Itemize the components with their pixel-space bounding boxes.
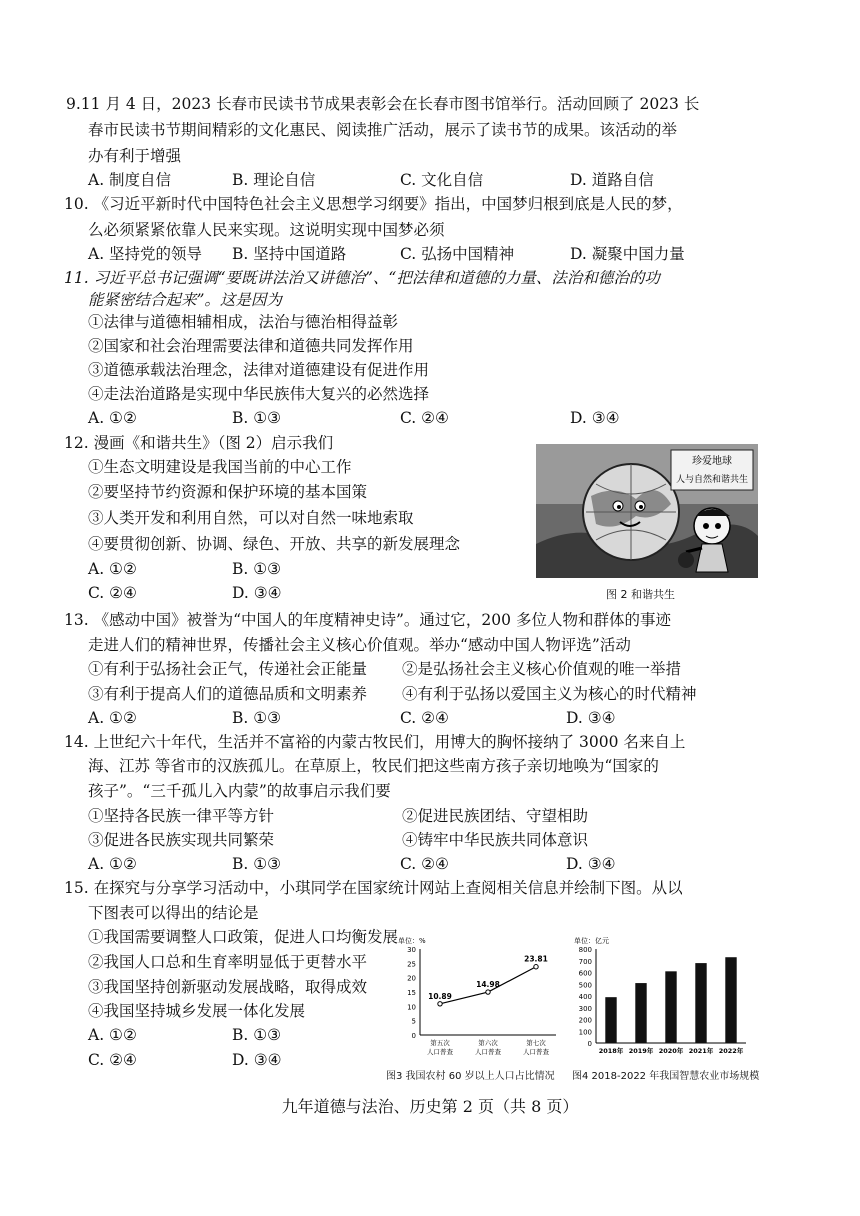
- q15-item-4: ④我国坚持城乡发展一体化发展: [88, 1002, 306, 1020]
- q10-line-1: 10. 《习近平新时代中国特色社会主义思想学习纲要》指出，中国梦归根到底是人民的梦，: [64, 195, 683, 213]
- chart4-ytick-label: 200: [578, 1016, 592, 1025]
- q11-line-2: 能紧密结合起来”。这是因为: [88, 291, 282, 309]
- cartoon-harmony: [536, 444, 758, 578]
- q13-line-2: 走进人们的精神世界，传播社会主义核心价值观。举办“感动中国人物评选”活动: [88, 636, 631, 654]
- chart3-category-label-line-1: 第五次: [430, 1039, 450, 1047]
- chart4-ytick-label: 600: [578, 969, 592, 978]
- q11-option-d: D. ③④: [570, 409, 620, 427]
- chart3-data-label: 23.81: [524, 954, 548, 964]
- chart3-point: [486, 990, 490, 994]
- chart3-category-label-line-2: 人口普查: [475, 1048, 501, 1056]
- q13-item-1: ①有利于弘扬社会正气，传递社会正能量: [88, 660, 368, 678]
- chart4-ytick-label: 300: [578, 1004, 592, 1013]
- chart3-ytick-label: 25: [407, 960, 416, 969]
- chart-smart-agri: [566, 935, 750, 1063]
- q14-item-3: ③促进各民族实现共同繁荣: [88, 831, 275, 849]
- figure-3-caption: 图3 我国农村 60 岁以上人口占比情况: [386, 1071, 555, 1082]
- chart3-ytick-label: 15: [407, 989, 416, 997]
- q11-item-4: ④走法治道路是实现中华民族伟大复兴的必然选择: [88, 385, 430, 403]
- chart4-bar: [635, 983, 646, 1043]
- q13-option-d: D. ③④: [566, 709, 616, 727]
- q10-option-d: D. 凝聚中国力量: [570, 245, 685, 263]
- q10-option-a: A. 坚持党的领导: [88, 245, 203, 263]
- chart4-ytick-label: 500: [578, 981, 592, 990]
- q9-line-2: 春市民读书节期间精彩的文化惠民、阅读推广活动，展示了读书节的成果。该活动的举: [88, 121, 678, 139]
- q11-item-2: ②国家和社会治理需要法律和道德共同发挥作用: [88, 337, 414, 355]
- q15-line-1: 15. 在探究与分享学习活动中，小琪同学在国家统计网站上查阅相关信息并绘制下图。从以: [64, 879, 683, 897]
- chart3-point: [438, 1002, 442, 1006]
- figure-4-caption: 图4 2018-2022 年我国智慧农业市场规模: [572, 1071, 760, 1082]
- chart3-ytick-label: 10: [407, 1003, 416, 1012]
- q14-line-1: 14. 上世纪六十年代，生活并不富裕的内蒙古牧民们，用博大的胸怀接纳了 3000 名来自上: [64, 733, 686, 751]
- q14-line-3: 孩子”。“三千孤儿入内蒙”的故事启示我们要: [88, 782, 391, 800]
- chart3-data-label: 10.89: [428, 991, 452, 1001]
- chart3-ytick-label: 20: [407, 974, 416, 983]
- chart3-category-label-line-2: 人口普查: [523, 1048, 549, 1056]
- chart4-bar: [665, 971, 676, 1043]
- q13-option-b: B. ①③: [232, 709, 282, 727]
- chart4-category-label: 2019年: [628, 1047, 654, 1055]
- q12-option-a: A. ①②: [88, 560, 137, 578]
- chart4-bar: [725, 957, 736, 1043]
- q12-item-1: ①生态文明建设是我国当前的中心工作: [88, 458, 352, 476]
- q12-item-3: ③人类开发和利用自然，可以对自然一味地索取: [88, 509, 414, 527]
- q11-line-1: 11. 习近平总书记强调“要既讲法治又讲德治”、“把法律和道德的力量、法治和德治的功: [64, 269, 660, 287]
- chart4-category-label: 2021年: [688, 1047, 714, 1055]
- chart4-bar: [695, 963, 706, 1043]
- chart4-category-label: 2022年: [718, 1047, 744, 1055]
- q15-option-d: D. ③④: [232, 1051, 282, 1069]
- q9-option-c: C. 文化自信: [400, 171, 484, 189]
- q15-item-3: ③我国坚持创新驱动发展战略，取得成效: [88, 978, 368, 996]
- chart-rural-elderly-svg: [394, 935, 564, 1063]
- q12-item-4: ④要贯彻创新、协调、绿色、开放、共享的新发展理念: [88, 535, 461, 553]
- q15-item-1: ①我国需要调整人口政策，促进人口均衡发展: [88, 928, 399, 946]
- q12-option-c: C. ②④: [88, 584, 137, 602]
- chart4-category-label: 2020年: [658, 1047, 684, 1055]
- q11-item-1: ①法律与道德相辅相成，法治与德治相得益彰: [88, 313, 399, 331]
- q14-item-2: ②促进民族团结、守望相助: [402, 807, 589, 825]
- chart4-ytick-label: 0: [587, 1040, 592, 1048]
- q13-line-1: 13. 《感动中国》被誉为“中国人的年度精神史诗”。通过它，200 多位人物和群体的事迹: [64, 611, 671, 629]
- q14-option-b: B. ①③: [232, 855, 282, 873]
- q15-option-c: C. ②④: [88, 1051, 137, 1069]
- q13-option-a: A. ①②: [88, 709, 137, 727]
- q15-option-b: B. ①③: [232, 1026, 282, 1044]
- q12-item-2: ②要坚持节约资源和保护环境的基本国策: [88, 483, 368, 501]
- q11-option-b: B. ①③: [232, 409, 282, 427]
- q10-line-2: 么必须紧紧依靠人民来实现。这说明实现中国梦必须: [88, 221, 445, 239]
- chart3-data-label: 14.98: [476, 980, 500, 990]
- chart3-category-label-line-1: 第六次: [478, 1039, 498, 1047]
- q11-item-3: ③道德承载法治理念，法律对道德建设有促进作用: [88, 361, 430, 379]
- q14-line-2: 海、江苏 等省市的汉族孤儿。在草原上，牧民们把这些南方孩子亲切地唤为“国家的: [88, 757, 659, 775]
- cartoon-banner-line-1: 珍爱地球: [692, 456, 732, 467]
- cartoon-banner-line-2: 人与自然和谐共生: [675, 475, 749, 485]
- q14-item-1: ①坚持各民族一律平等方针: [88, 807, 275, 825]
- chart4-ylabel: 单位：亿元: [574, 937, 609, 945]
- q14-option-c: C. ②④: [400, 855, 449, 873]
- chart4-ytick-label: 100: [578, 1028, 592, 1037]
- q12-line-1: 12. 漫画《和谐共生》（图 2）启示我们: [64, 434, 334, 452]
- chart3-ytick-label: 5: [411, 1017, 416, 1026]
- q13-item-4: ④有利于弘扬以爱国主义为核心的时代精神: [402, 685, 697, 703]
- page-footer: 九年道德与法治、历史第 2 页（共 8 页）: [281, 1097, 579, 1116]
- q15-option-a: A. ①②: [88, 1026, 137, 1044]
- q12-option-d: D. ③④: [232, 584, 282, 602]
- q9-option-d: D. 道路自信: [570, 171, 654, 189]
- q9-option-b: B. 理论自信: [232, 171, 316, 189]
- q14-option-d: D. ③④: [566, 855, 616, 873]
- figure-2-caption: 图 2 和谐共生: [606, 588, 675, 601]
- chart-smart-agri-svg: [566, 935, 750, 1063]
- chart4-ytick-label: 400: [578, 993, 592, 1001]
- q13-option-c: C. ②④: [400, 709, 449, 727]
- chart3-ytick-label: 30: [407, 946, 416, 954]
- q9-line-3: 办有利于增强: [88, 147, 182, 165]
- q11-option-a: A. ①②: [88, 409, 137, 427]
- q14-item-4: ④铸牢中华民族共同体意识: [402, 831, 589, 849]
- q11-option-c: C. ②④: [400, 409, 449, 427]
- q9-option-a: A. 制度自信: [88, 171, 172, 189]
- chart3-point: [534, 965, 538, 969]
- chart-rural-elderly: [394, 935, 564, 1063]
- chart4-ytick-label: 800: [578, 946, 592, 954]
- q15-item-2: ②我国人口总和生育率明显低于更替水平: [88, 953, 368, 971]
- q15-line-2: 下图表可以得出的结论是: [88, 904, 259, 922]
- chart3-ylabel: 单位：%: [398, 937, 426, 945]
- q13-item-2: ②是弘扬社会主义核心价值观的唯一举措: [402, 660, 682, 678]
- q14-option-a: A. ①②: [88, 855, 137, 873]
- q12-option-b: B. ①③: [232, 560, 282, 578]
- q10-option-c: C. 弘扬中国精神: [400, 245, 515, 263]
- chart3-ytick-label: 0: [411, 1032, 416, 1040]
- chart3-category-label-line-1: 第七次: [526, 1039, 546, 1047]
- chart4-ytick-label: 700: [578, 957, 592, 966]
- q9-line-1: 9.11 月 4 日，2023 长春市民读书节成果表彰会在长春市图书馆举行。活动回顾了 2023 长: [66, 95, 700, 113]
- q13-item-3: ③有利于提高人们的道德品质和文明素养: [88, 685, 368, 703]
- chart4-category-label: 2018年: [598, 1047, 624, 1055]
- q10-option-b: B. 坚持中国道路: [232, 245, 347, 263]
- chart3-category-label-line-2: 人口普查: [427, 1048, 453, 1056]
- chart4-bar: [605, 997, 616, 1043]
